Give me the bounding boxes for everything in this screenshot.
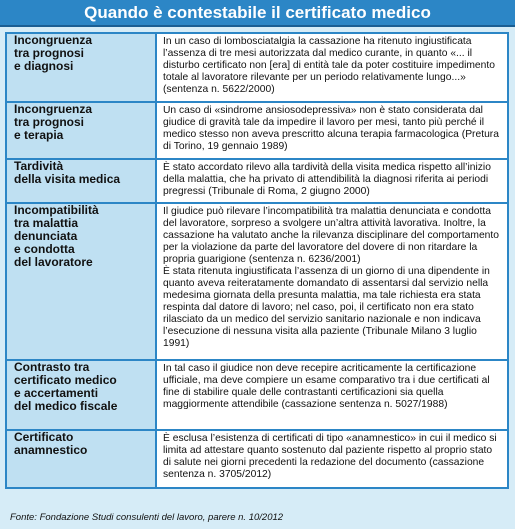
- table-row: [6, 102, 508, 159]
- row-description: È esclusa l’esistenza di certificati di tipo «anamnestico» in cui il medico si limita ad attestare quanto sostenuto dal paziente rispetto al proprio stato di salute nei giorni precedenti la redazione del documento (cassazione sentenza n. 3705/2012): [156, 430, 508, 488]
- row-description: È stato accordato rilevo alla tardività della visita medica rispetto all’inizio della malattia, che ha privato di attendibilità la diagnosi riferita ai periodi pregressi (Tribunale di Roma, 2 giugno 2000): [156, 159, 508, 203]
- row-label: Incongruenza tra prognosi e diagnosi: [6, 33, 156, 102]
- row-description: In tal caso il giudice non deve recepire acriticamente la certificazione ufficiale, ma deve compiere un esame comparativo tra i due certificati al fine di stabilire quale delle contrastanti certificazioni sia quella maggiormente attendibile (cassazione sentenza n. 5027/1988): [156, 360, 508, 430]
- table-row: [6, 360, 508, 430]
- row-label: Incompatibilità tra malattia denunciata e condotta del lavoratore: [6, 203, 156, 360]
- table-row: [6, 203, 508, 360]
- row-description: Il giudice può rilevare l’incompatibilità tra malattia denunciata e condotta del lavoratore, sorpreso a svolgere un’altra attività lavorativa. Inoltre, la cassazione ha valutato anche la rilevanza disciplinare del comportamento per la violazione da parte del lavoratore del dovere di non ritardare la propria guarigione (sentenza n. 6236/2001) È stata ritenuta ingiustificata l’assenza di un giorno di una dipendente in quanto aveva reiteratamente domandato di assentarsi dal servizio nella medesima giornata della presunta malattia, ma tale richiesta era stata respinta dal datore di lavoro; nel caso, poi, il certificato non era stato rilasciato da un medico del servizio sanitario nazionale e non indicava l’esecuzione di nessuna visita alla paziente (Tribunale Milano 3 luglio 1991): [156, 203, 508, 360]
- row-description: In un caso di lombosciatalgia la cassazione ha ritenuto ingiustificata l’assenza di tre mesi autorizzata dal medico curante, in quanto «... il disturbo certificato non [era] di entità tale da poter costituire impedimento totale al lavoratore rilevante per un periodo relativamente lungo...» (sentenza n. 5622/2000): [156, 33, 508, 102]
- source-note: Fonte: Fondazione Studi consulenti del lavoro, parere n. 10/2012: [10, 512, 284, 523]
- table-row: [6, 33, 508, 102]
- row-label: Certificato anamnestico: [6, 430, 156, 488]
- page-title: Quando è contestabile il certificato medico: [0, 0, 515, 27]
- row-label: Tardività della visita medica: [6, 159, 156, 203]
- row-label: Contrasto tra certificato medico e accertamenti del medico fiscale: [6, 360, 156, 430]
- table-row: [6, 430, 508, 488]
- row-description: Un caso di «sindrome ansiosodepressiva» non è stato considerata dal giudice di gravità tale da impedire il lavoro per mesi, tanto più perché il medico stesso non aveva prescritto alcuna terapia farmacologica (Pretura di Torino, 19 gennaio 1989): [156, 102, 508, 159]
- table-row: [6, 159, 508, 203]
- row-label: Incongruenza tra prognosi e terapia: [6, 102, 156, 159]
- cases-table: [5, 32, 509, 489]
